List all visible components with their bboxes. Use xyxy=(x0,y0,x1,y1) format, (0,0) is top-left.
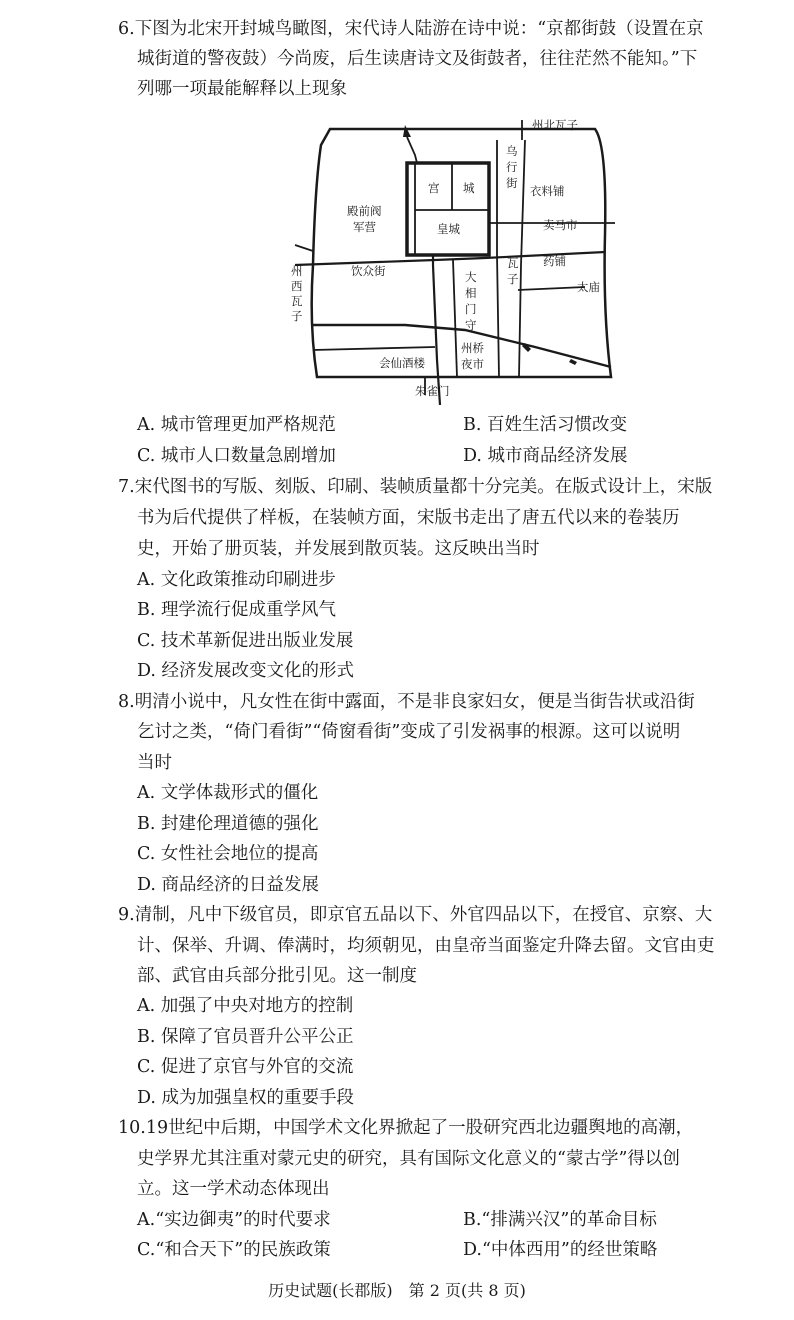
q6-line-2: 城街道的警夜鼓）今尚废，后生读唐诗文及街鼓者，往往茫然不能知。”下 xyxy=(137,49,698,69)
q8-option-c[interactable]: C. 女性社会地位的提高 xyxy=(137,844,319,864)
map-label-yeshi: 夜市 xyxy=(461,357,484,371)
map-label-shou: 守 xyxy=(465,318,477,332)
map-label-huangcheng: 皇城 xyxy=(437,222,460,236)
q8-line-1: 8.明清小说中，凡女性在街中露面，不是非良家妇女，便是当街告状或沿街 xyxy=(118,692,695,712)
map-label-jie: 街 xyxy=(506,176,518,190)
q8-option-a[interactable]: A. 文学体裁形式的僵化 xyxy=(137,783,319,803)
map-label-men: 门 xyxy=(465,302,477,316)
q6-option-d[interactable]: D. 城市商品经济发展 xyxy=(463,446,628,466)
q7-option-b[interactable]: B. 理学流行促成重学风气 xyxy=(137,600,336,620)
q9-line-2: 计、保举、升调、俸满时，均须朝见，由皇帝当面鉴定升降去留。文官由吏 xyxy=(137,936,715,956)
map-label-huixian: 会仙酒楼 xyxy=(379,356,425,370)
q10-number: 10. xyxy=(118,1118,146,1138)
q10-line-1: 10.19世纪中后期，中国学术文化界掀起了一股研究西北边疆舆地的高潮， xyxy=(118,1118,694,1138)
q7-option-d[interactable]: D. 经济发展改变文化的形式 xyxy=(137,661,355,681)
q8-number: 8. xyxy=(118,692,135,712)
map-label-zhoubei-wazi: 州北瓦子 xyxy=(532,118,578,132)
q7-line-3: 史，开始了册页装，并发展到散页装。这反映出当时 xyxy=(137,539,540,559)
map-label-dianqian-1: 殿前阀 xyxy=(347,204,382,218)
map-label-xiang: 相 xyxy=(465,286,477,300)
q10-option-c[interactable]: C.“和合天下”的民族政策 xyxy=(137,1240,331,1260)
kaifeng-city-map xyxy=(285,115,625,405)
q7-line-2: 书为后代提供了样板，在装帧方面，宋版书走出了唐五代以来的卷装历 xyxy=(137,508,680,528)
map-label-zhuquemen: 朱雀门 xyxy=(415,384,450,398)
map-label-wu: 乌 xyxy=(506,144,518,158)
q6-line-3: 列哪一项最能解释以上现象 xyxy=(137,79,347,99)
q8-line-3: 当时 xyxy=(137,753,172,773)
q6-number: 6. xyxy=(118,19,135,39)
map-label-cheng: 城 xyxy=(463,181,475,195)
map-label-wa: 瓦 xyxy=(507,256,519,270)
map-label-zi: 子 xyxy=(507,272,519,286)
page-footer: 历史试题(长郡版) 第 2 页(共 8 页) xyxy=(268,1281,526,1300)
map-label-wa2: 瓦 xyxy=(291,294,303,308)
q7-option-c[interactable]: C. 技术革新促进出版业发展 xyxy=(137,631,354,651)
q8-option-b[interactable]: B. 封建伦理道德的强化 xyxy=(137,814,319,834)
map-label-zhou: 州 xyxy=(291,264,303,278)
map-label-yiliaopu: 衣料铺 xyxy=(530,184,565,198)
q7-line-1: 7.宋代图书的写版、刻版、印刷、装帧质量都十分完美。在版式设计上，宋版 xyxy=(118,477,713,497)
q7-option-a[interactable]: A. 文化政策推动印刷进步 xyxy=(137,570,336,590)
q9-option-c[interactable]: C. 促进了京官与外官的交流 xyxy=(137,1057,354,1077)
map-label-zi2: 子 xyxy=(291,309,303,323)
q8-line-2: 乞讨之类，“倚门看街”“倚窗看街”变成了引发祸事的根源。这可以说明 xyxy=(137,722,681,742)
q6-line-1: 6.下图为北宋开封城鸟瞰图，宋代诗人陆游在诗中说：“京都街鼓（设置在京 xyxy=(118,19,704,39)
map-label-taimiao: 太庙 xyxy=(577,280,600,294)
map-label-yinzhongjie: 饮众街 xyxy=(351,264,386,278)
q6-option-c[interactable]: C. 城市人口数量急剧增加 xyxy=(137,446,336,466)
q10-line-2: 史学界尤其注重对蒙元史的研究，具有国际文化意义的“蒙古学”得以创 xyxy=(137,1149,680,1169)
q10-line-3: 立。这一学术动态体现出 xyxy=(137,1179,330,1199)
streets xyxy=(295,120,615,405)
q9-option-a[interactable]: A. 加强了中央对地方的控制 xyxy=(137,996,354,1016)
q10-option-d[interactable]: D.“中体西用”的经世策略 xyxy=(463,1240,658,1260)
map-label-xing: 行 xyxy=(506,160,518,174)
q10-option-b[interactable]: B.“排满兴汉”的革命目标 xyxy=(463,1210,657,1230)
map-label-maimashi: 卖马市 xyxy=(543,218,578,232)
q6-option-b[interactable]: B. 百姓生活习惯改变 xyxy=(463,415,627,435)
q9-line-1: 9.清制，凡中下级官员，即京官五品以下、外官四品以下，在授官、京察、大 xyxy=(118,905,713,925)
q9-number: 9. xyxy=(118,905,135,925)
q10-option-a[interactable]: A.“实边御夷”的时代要求 xyxy=(137,1210,331,1230)
map-label-gong: 宫 xyxy=(428,181,440,195)
q9-option-b[interactable]: B. 保障了官员晋升公平公正 xyxy=(137,1027,354,1047)
map-label-yaopu: 药铺 xyxy=(543,254,566,268)
q7-number: 7. xyxy=(118,477,135,497)
map-label-da: 大 xyxy=(465,270,477,284)
map-label-dianqian-2: 军营 xyxy=(353,220,376,234)
q9-line-3: 部、武官由兵部分批引见。这一制度 xyxy=(137,966,417,986)
map-label-xi: 西 xyxy=(291,279,303,293)
q8-option-d[interactable]: D. 商品经济的日益发展 xyxy=(137,875,320,895)
q9-option-d[interactable]: D. 成为加强皇权的重要手段 xyxy=(137,1088,355,1108)
q6-option-a[interactable]: A. 城市管理更加严格规范 xyxy=(137,415,336,435)
map-label-zhouqiao: 州桥 xyxy=(461,341,484,355)
